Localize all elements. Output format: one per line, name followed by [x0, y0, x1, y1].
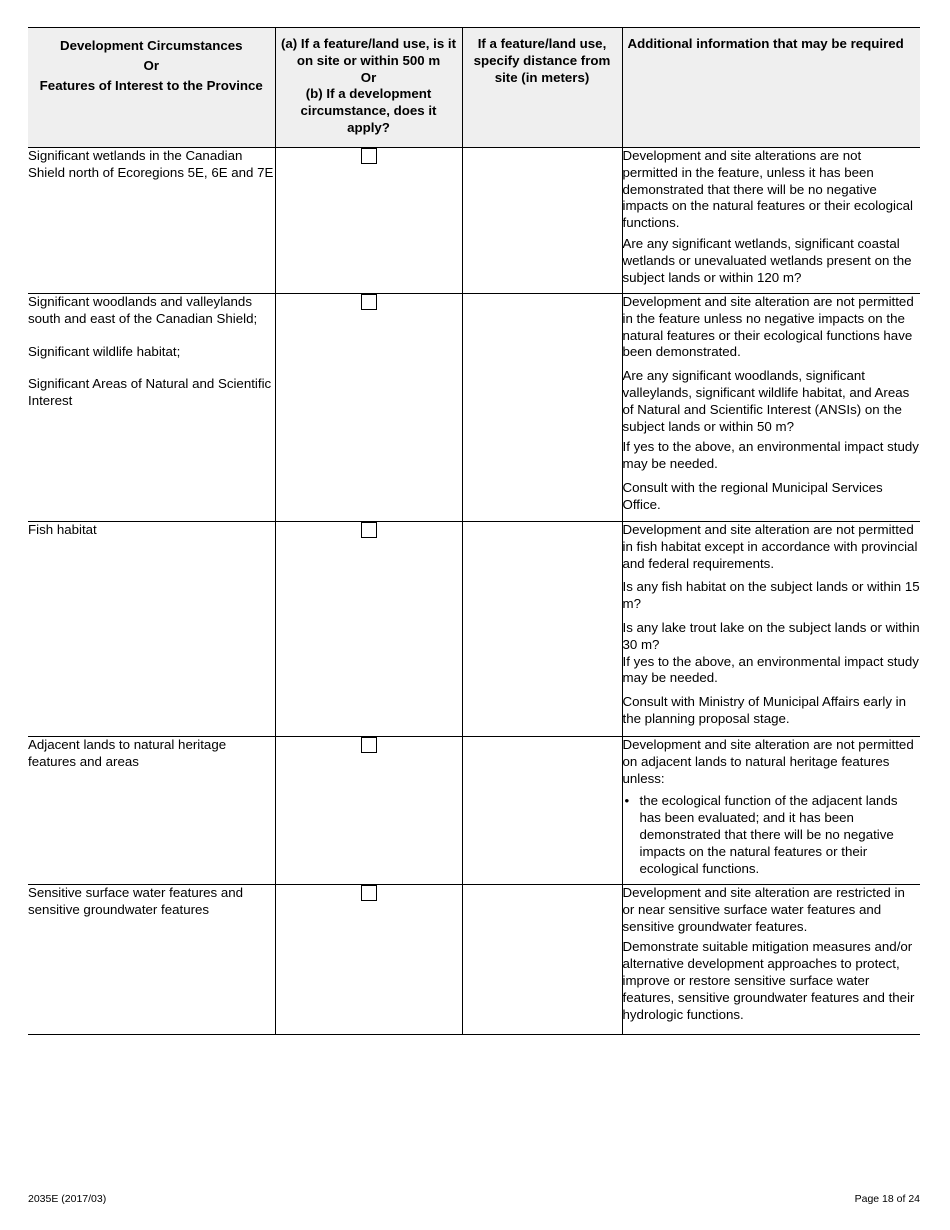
header-on-site-or-applies	[275, 28, 462, 148]
header-col2-line2: Or	[360, 69, 377, 85]
header-development-circumstances	[28, 28, 275, 148]
table-row	[28, 885, 920, 1035]
header-col2-line1: (a) If a feature/land use, is it on site or within 500 m	[280, 36, 457, 68]
natural-heritage-table	[28, 27, 920, 1035]
info-cell	[622, 522, 920, 737]
form-id: 2035E (2017/03)	[28, 1193, 107, 1205]
info-paragraph: Development and site alteration are not permitted in the feature unless no negative impacts on the natural features or their ecological functions have been demonstrated.	[622, 294, 914, 360]
applies-checkbox[interactable]	[361, 522, 377, 538]
info-cell	[622, 294, 920, 522]
header-col2-line3: (b) If a development circumstance, does it apply?	[300, 86, 437, 135]
info-paragraph: If yes to the above, an environmental impact study may be needed.	[622, 439, 919, 472]
info-paragraph: Consult with the regional Municipal Services Office.	[622, 479, 883, 512]
feature-cell	[28, 294, 275, 522]
info-paragraph: Are any significant woodlands, significant valleylands, significant wildlife habitat, and Areas of Natural and Scientific Interest (ANSIs) on the subject lands or within 50 m?	[622, 368, 910, 434]
table-row	[28, 294, 920, 522]
info-paragraph: Development and site alterations are not permitted in the feature, unless it has been demonstrated that there will be no negative impacts on the natural features or their ecological functions.	[622, 148, 913, 231]
applies-checkbox[interactable]	[361, 885, 377, 901]
info-paragraph: Is any lake trout lake on the subject lands or within 30 m?	[622, 619, 920, 652]
distance-cell[interactable]	[462, 522, 622, 737]
table-row	[28, 522, 920, 737]
bullet-item	[623, 793, 921, 877]
header-col3-text: If a feature/land use, specify distance from site (in meters)	[473, 36, 611, 85]
feature-text: Significant woodlands and valleylands south and east of the Canadian Shield;	[28, 294, 258, 326]
table-row	[28, 148, 920, 294]
info-paragraph: Development and site alteration are not permitted in fish habitat except in accordance with provincial and federal requirements.	[622, 522, 918, 571]
distance-cell[interactable]	[462, 885, 622, 1035]
bullet-marker: •	[624, 793, 630, 809]
header-col1-line1: Development Circumstances	[59, 38, 243, 53]
info-paragraph: Consult with Ministry of Municipal Affairs early in the planning proposal stage.	[622, 694, 907, 726]
feature-text: Significant Areas of Natural and Scientific Interest	[28, 376, 272, 409]
distance-cell[interactable]	[462, 294, 622, 522]
feature-text: Significant wetlands in the Canadian Shield north of Ecoregions 5E, 6E and 7E	[28, 148, 274, 180]
applies-cell	[275, 737, 462, 885]
header-col4-text: Additional information that may be required	[627, 36, 904, 51]
info-cell	[622, 148, 920, 294]
header-row	[28, 28, 920, 148]
info-cell	[622, 885, 920, 1035]
header-distance-from-site	[462, 28, 622, 148]
bullet-text: the ecological function of the adjacent lands has been evaluated; and it has been demonstrated that there will be no negative impacts on the natural features or their ecological functions.	[639, 793, 898, 876]
applies-checkbox[interactable]	[361, 737, 377, 753]
feature-cell	[28, 522, 275, 737]
applies-cell	[275, 522, 462, 737]
info-paragraph: Is any fish habitat on the subject lands or within 15 m?	[622, 579, 920, 612]
header-col1-line3: Features of Interest to the Province	[39, 77, 263, 93]
info-cell	[622, 737, 920, 885]
applies-cell	[275, 294, 462, 522]
info-paragraph: Demonstrate suitable mitigation measures and/or alternative development approaches to protect, improve or restore sensitive surface water features, sensitive groundwater features and their hydrologic functions.	[622, 939, 915, 1022]
feature-cell	[28, 737, 275, 885]
applies-checkbox[interactable]	[361, 294, 377, 310]
info-paragraph: If yes to the above, an environmental impact study may be needed.	[622, 653, 919, 686]
table-row	[28, 737, 920, 885]
info-paragraph: Development and site alteration are restricted in or near sensitive surface water features and sensitive groundwater features.	[622, 885, 905, 934]
header-additional-information	[622, 28, 920, 148]
page-number: Page 18 of 24	[854, 1193, 920, 1205]
feature-cell	[28, 885, 275, 1035]
info-paragraph: Are any significant wetlands, significant coastal wetlands or unevaluated wetlands present on the subject lands or within 120 m?	[622, 235, 912, 285]
applies-cell	[275, 885, 462, 1035]
feature-text: Significant wildlife habitat;	[28, 343, 181, 359]
feature-cell	[28, 148, 275, 294]
applies-cell	[275, 148, 462, 294]
distance-cell[interactable]	[462, 148, 622, 294]
feature-text: Fish habitat	[28, 522, 97, 537]
distance-cell[interactable]	[462, 737, 622, 885]
header-col1-line2: Or	[143, 57, 160, 73]
info-paragraph: Development and site alteration are not permitted on adjacent lands to natural heritage features unless:	[622, 737, 914, 786]
applies-checkbox[interactable]	[361, 148, 377, 164]
feature-text: Adjacent lands to natural heritage features and areas	[28, 737, 227, 769]
feature-text: Sensitive surface water features and sensitive groundwater features	[28, 885, 244, 917]
